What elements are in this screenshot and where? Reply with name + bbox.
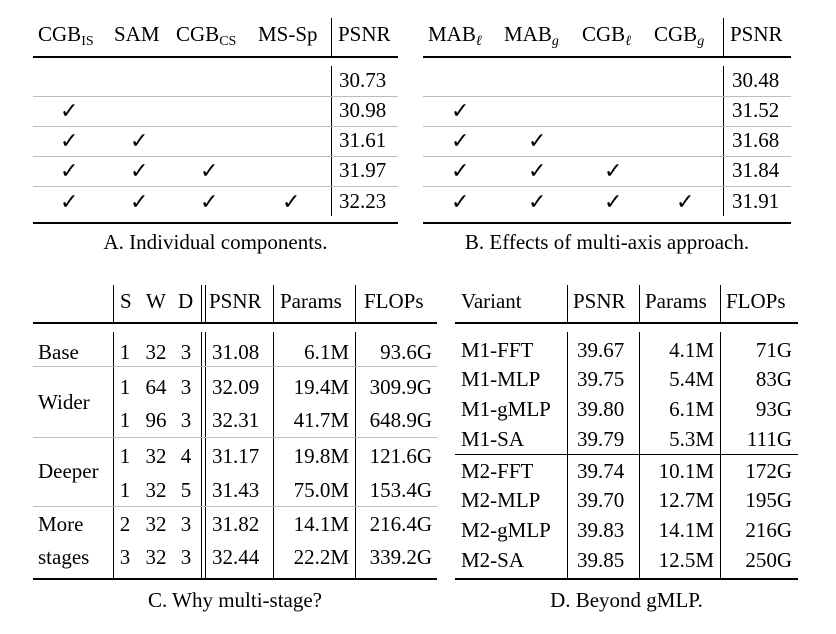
group-divider	[455, 454, 798, 455]
cell-flops: 71G	[755, 338, 792, 362]
cell-psnr: 39.75	[577, 367, 625, 391]
check-icon: ✓	[604, 158, 623, 183]
check-icon: ✓	[451, 158, 470, 183]
cell-params: 5.3M	[669, 427, 714, 451]
cell-flops: 83G	[755, 367, 792, 391]
col-divider	[331, 18, 332, 58]
psnr-cell: 31.91	[732, 189, 780, 213]
col-divider	[201, 285, 202, 322]
cell-params: 19.8M	[293, 444, 349, 468]
cell-flops: 195G	[745, 488, 792, 512]
psnr-cell: 31.52	[732, 98, 780, 122]
group-label: More	[38, 512, 84, 536]
psnr-cell: 32.23	[339, 189, 387, 213]
cell-variant: M2-gMLP	[461, 518, 551, 542]
check-icon: ✓	[130, 189, 149, 214]
check-icon: ✓	[451, 98, 470, 123]
row-divider	[33, 186, 398, 187]
cell-params: 6.1M	[304, 340, 349, 364]
group-divider	[33, 437, 437, 438]
row-divider	[423, 186, 791, 187]
psnr-cell: 30.73	[339, 68, 387, 92]
caption-b: B. Effects of multi-axis approach.	[464, 230, 750, 254]
header-flops: FLOPs	[364, 289, 424, 313]
cell-params: 4.1M	[669, 338, 714, 362]
cell-d: 5	[180, 478, 192, 502]
psnr-cell: 30.48	[732, 68, 780, 92]
cell-variant: M2-MLP	[461, 488, 541, 512]
cell-params: 6.1M	[669, 397, 714, 421]
cell-variant: M1-MLP	[461, 367, 541, 391]
cell-d: 4	[180, 444, 192, 468]
header-psnr: PSNR	[573, 289, 626, 313]
check-icon: ✓	[528, 189, 547, 214]
rule-bottom	[33, 222, 398, 224]
cell-psnr: 39.80	[577, 397, 625, 421]
col-divider	[205, 332, 206, 578]
row-divider	[33, 156, 398, 157]
cell-flops: 121.6G	[369, 444, 432, 468]
group-label: Base	[38, 340, 79, 364]
rule-bottom	[455, 578, 798, 580]
cell-params: 12.7M	[658, 488, 714, 512]
check-icon: ✓	[528, 158, 547, 183]
check-icon: ✓	[200, 189, 219, 214]
header-cgb-cs: $CGB_{CS}$	[176, 22, 237, 49]
cell-params: 14.1M	[658, 518, 714, 542]
check-icon: ✓	[604, 189, 623, 214]
psnr-cell: 31.97	[339, 158, 387, 182]
caption-c: C. Why multi-stage?	[148, 588, 322, 612]
header-w: W	[146, 289, 166, 313]
check-icon: ✓	[60, 189, 79, 214]
psnr-cell: 31.84	[732, 158, 780, 182]
check-icon: ✓	[130, 128, 149, 153]
check-icon: ✓	[282, 189, 301, 214]
row-divider	[423, 156, 791, 157]
cell-psnr: 39.70	[577, 488, 625, 512]
group-divider	[33, 506, 437, 507]
col-divider	[355, 285, 356, 322]
header-d: D	[178, 289, 194, 313]
check-icon: ✓	[451, 189, 470, 214]
header-variant: Variant	[461, 289, 522, 313]
col-divider	[567, 285, 568, 322]
rule-bottom	[33, 578, 437, 580]
cell-variant: M1-SA	[461, 427, 525, 451]
cell-w: 32	[145, 340, 167, 364]
cell-variant: M1-FFT	[461, 338, 534, 362]
check-icon: ✓	[528, 128, 547, 153]
header-psnr: PSNR	[209, 289, 262, 313]
cell-w: 32	[145, 545, 167, 569]
cell-params: 10.1M	[658, 459, 714, 483]
cell-flops: 648.9G	[369, 408, 432, 432]
col-divider	[720, 332, 721, 578]
cell-variant: M2-SA	[461, 548, 525, 572]
header-s: S	[120, 289, 132, 313]
col-divider	[723, 18, 724, 58]
col-divider	[639, 332, 640, 578]
cell-psnr: 39.79	[577, 427, 625, 451]
cell-psnr: 32.44	[212, 545, 260, 569]
col-divider	[113, 332, 114, 578]
group-divider	[33, 366, 437, 367]
cell-flops: 111G	[746, 427, 792, 451]
cell-params: 12.5M	[658, 548, 714, 572]
check-icon: ✓	[200, 158, 219, 183]
check-icon: ✓	[60, 158, 79, 183]
cell-d: 3	[180, 512, 192, 536]
header-flops: FLOPs	[726, 289, 786, 313]
cell-d: 3	[180, 375, 192, 399]
caption-d: D. Beyond gMLP.	[550, 588, 703, 612]
cell-s: 1	[119, 408, 131, 432]
cell-s: 1	[119, 444, 131, 468]
cell-s: 2	[119, 512, 131, 536]
rule-top	[33, 56, 398, 58]
col-divider	[639, 285, 640, 322]
cell-s: 1	[119, 375, 131, 399]
header-mab-global: $MAB_g$	[504, 22, 559, 49]
cell-variant: M1-gMLP	[461, 397, 551, 421]
psnr-cell: 30.98	[339, 98, 387, 122]
check-icon: ✓	[676, 189, 695, 214]
cell-flops: 93G	[755, 397, 792, 421]
cell-params: 75.0M	[293, 478, 349, 502]
cell-params: 22.2M	[293, 545, 349, 569]
header-cgb-global: $CGB_g$	[654, 22, 705, 49]
rule-top	[423, 56, 791, 58]
header-psnr: PSNR	[730, 22, 783, 46]
cell-psnr: 39.74	[577, 459, 625, 483]
row-divider	[423, 126, 791, 127]
cell-psnr: 31.43	[212, 478, 260, 502]
cell-psnr: 31.08	[212, 340, 260, 364]
row-divider	[33, 126, 398, 127]
col-divider	[331, 66, 332, 216]
cell-flops: 216G	[745, 518, 792, 542]
col-divider	[205, 285, 206, 322]
cell-d: 3	[180, 340, 192, 364]
header-mab-local: $MAB_\ell$	[428, 22, 482, 49]
group-label: Wider	[38, 390, 90, 414]
cell-w: 96	[145, 408, 167, 432]
check-icon: ✓	[60, 128, 79, 153]
cell-params: 41.7M	[293, 408, 349, 432]
cell-flops: 216.4G	[369, 512, 432, 536]
cell-s: 1	[119, 340, 131, 364]
cell-w: 32	[145, 444, 167, 468]
check-icon: ✓	[130, 158, 149, 183]
col-divider	[273, 285, 274, 322]
cell-flops: 172G	[745, 459, 792, 483]
header-sam: SAM	[114, 22, 160, 46]
cell-params: 5.4M	[669, 367, 714, 391]
cell-psnr: 39.85	[577, 548, 625, 572]
cell-flops: 250G	[745, 548, 792, 572]
cell-params: 19.4M	[293, 375, 349, 399]
header-psnr: PSNR	[338, 22, 391, 46]
cell-variant: M2-FFT	[461, 459, 534, 483]
cell-d: 3	[180, 408, 192, 432]
psnr-cell: 31.68	[732, 128, 780, 152]
col-divider	[273, 332, 274, 578]
col-divider	[355, 332, 356, 578]
row-divider	[423, 96, 791, 97]
col-divider	[723, 66, 724, 216]
cell-w: 32	[145, 478, 167, 502]
cell-s: 1	[119, 478, 131, 502]
check-icon: ✓	[60, 98, 79, 123]
cell-params: 14.1M	[293, 512, 349, 536]
cell-psnr: 32.09	[212, 375, 260, 399]
group-label: Deeper	[38, 459, 99, 483]
header-cgb-is: $CGB_{IS}$	[38, 22, 94, 49]
cell-psnr: 31.17	[212, 444, 260, 468]
cell-s: 3	[119, 545, 131, 569]
group-label: stages	[38, 545, 90, 569]
col-divider	[113, 285, 114, 322]
col-divider	[567, 332, 568, 578]
caption-a: A. Individual components.	[103, 230, 328, 254]
rule-top	[33, 322, 437, 324]
cell-w: 32	[145, 512, 167, 536]
cell-w: 64	[145, 375, 167, 399]
cell-flops: 93.6G	[380, 340, 432, 364]
header-ms-sp: MS-Sp	[258, 22, 318, 46]
row-divider	[33, 96, 398, 97]
cell-d: 3	[180, 545, 192, 569]
rule-bottom	[423, 222, 791, 224]
rule-top	[455, 322, 798, 324]
header-params: Params	[280, 289, 342, 313]
check-icon: ✓	[451, 128, 470, 153]
header-cgb-local: $CGB_\ell$	[582, 22, 632, 49]
cell-flops: 153.4G	[369, 478, 432, 502]
cell-psnr: 31.82	[212, 512, 260, 536]
cell-flops: 339.2G	[369, 545, 432, 569]
cell-psnr: 39.67	[577, 338, 625, 362]
psnr-cell: 31.61	[339, 128, 387, 152]
cell-psnr: 32.31	[212, 408, 260, 432]
col-divider	[201, 332, 202, 578]
col-divider	[720, 285, 721, 322]
cell-flops: 309.9G	[369, 375, 432, 399]
header-params: Params	[645, 289, 707, 313]
cell-psnr: 39.83	[577, 518, 625, 542]
